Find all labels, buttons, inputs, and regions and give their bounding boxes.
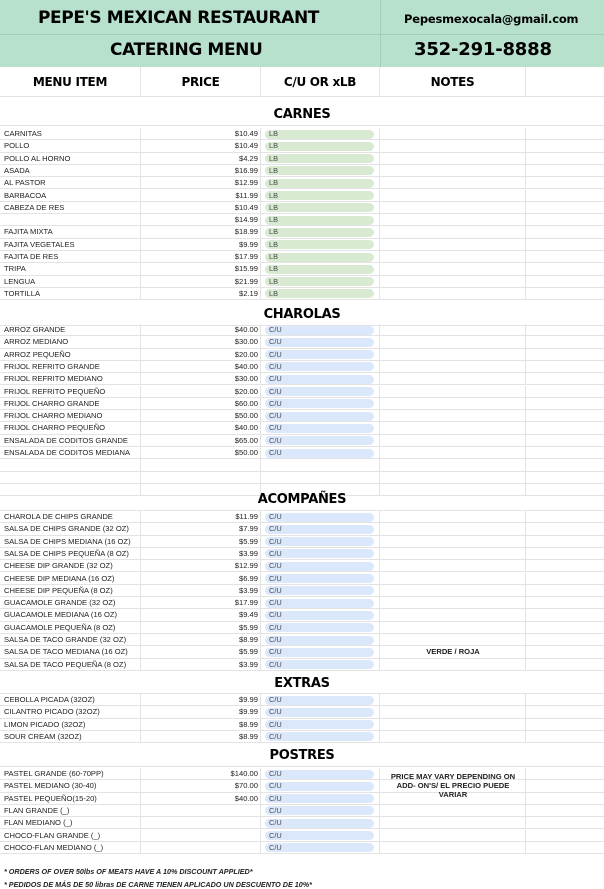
menu-item-price[interactable]: $50.00 [141, 447, 261, 459]
menu-item-price[interactable]: $16.99 [141, 165, 261, 177]
unit-chip-label: C/U [269, 719, 282, 729]
unit-chip-label: C/U [269, 337, 282, 347]
table-row [0, 239, 604, 251]
menu-item-name[interactable]: GUACAMOLE PEQUEÑA (8 OZ) [0, 622, 141, 634]
menu-item-name[interactable]: PASTEL MEDIANO (30-40) [0, 780, 141, 792]
unit-chip-label: LB [269, 264, 279, 274]
unit-chip-label: LB [269, 227, 279, 237]
column-header-extra [526, 67, 604, 97]
table-row [0, 214, 604, 226]
table-row [0, 817, 604, 829]
menu-item-price[interactable]: $60.00 [141, 398, 261, 410]
menu-item-name[interactable]: LIMON PICADO (32OZ) [0, 719, 141, 731]
table-row [0, 190, 604, 202]
menu-item-name[interactable]: FAJITA MIXTA [0, 226, 141, 238]
menu-item-price[interactable]: $8.99 [141, 719, 261, 731]
table-row [0, 731, 604, 743]
menu-item-name[interactable]: CHOCO-FLAN MEDIANO (_) [0, 842, 141, 854]
unit-chip-label: C/U [269, 374, 282, 384]
menu-item-price[interactable]: $17.99 [141, 251, 261, 263]
menu-item-price[interactable]: $30.00 [141, 373, 261, 385]
table-row [0, 177, 604, 189]
blank-cell[interactable] [141, 459, 261, 471]
column-header-price: PRICE [141, 67, 261, 97]
menu-item-name[interactable]: SOUR CREAM (32OZ) [0, 731, 141, 743]
unit-chip-label: C/U [269, 818, 282, 828]
unit-chip-label: C/U [269, 536, 282, 546]
table-row [0, 349, 604, 361]
menu-item-price[interactable]: $9.99 [141, 694, 261, 706]
menu-item-name[interactable]: CHAROLA DE CHIPS GRANDE [0, 511, 141, 523]
unit-chip-label: C/U [269, 349, 282, 359]
unit-chip-label: C/U [269, 423, 282, 433]
unit-chip-label: C/U [269, 435, 282, 445]
unit-chip-label: C/U [269, 610, 282, 620]
blank-cell[interactable] [526, 472, 604, 484]
section-title-charolas: CHAROLAS [0, 304, 604, 326]
unit-chip-label: C/U [269, 325, 282, 334]
menu-item-price[interactable]: $12.99 [141, 177, 261, 189]
menu-item-name[interactable]: ARROZ MEDIANO [0, 336, 141, 348]
menu-item-name[interactable]: FAJITA DE RES [0, 251, 141, 263]
unit-chip-label: LB [269, 141, 279, 151]
table-row [0, 373, 604, 385]
table-row [0, 511, 604, 523]
menu-item-name[interactable]: GUACAMOLE MEDIANA (16 OZ) [0, 609, 141, 621]
unit-chip-label: LB [269, 178, 279, 188]
menu-item-name[interactable]: SALSA DE TACO GRANDE (32 OZ) [0, 634, 141, 646]
menu-item-price[interactable]: $12.99 [141, 560, 261, 572]
menu-item-name[interactable]: FLAN GRANDE (_) [0, 805, 141, 817]
menu-item-name[interactable]: ENSALADA DE CODITOS MEDIANA [0, 447, 141, 459]
discount-note-spanish: * PEDIDOS DE MÁS DE 50 libras DE CARNE TIENEN APLICADO UN DESCUENTO DE 10%* [4, 880, 312, 889]
column-header-unit: C/U OR xLB [261, 67, 380, 97]
unit-chip-label: C/U [269, 622, 282, 632]
table-row [0, 634, 604, 646]
blank-cell[interactable] [526, 459, 604, 471]
restaurant-name: PEPE'S MEXICAN RESTAURANT [38, 8, 319, 28]
unit-chip-label: C/U [269, 386, 282, 396]
table-row [0, 622, 604, 634]
unit-chip-label: C/U [269, 398, 282, 408]
table-row [0, 165, 604, 177]
menu-item-name[interactable]: FRIJOL CHARRO MEDIANO [0, 410, 141, 422]
menu-item-name[interactable]: ENSALADA DE CODITOS GRANDE [0, 435, 141, 447]
unit-chip-label: LB [269, 129, 279, 138]
menu-item-price[interactable]: $18.99 [141, 226, 261, 238]
menu-item-price[interactable]: $5.99 [141, 646, 261, 658]
empty-row [0, 459, 604, 471]
blank-cell[interactable] [380, 459, 526, 471]
unit-chip-label: LB [269, 215, 279, 225]
unit-chip-label: C/U [269, 411, 282, 421]
table-row [0, 719, 604, 731]
menu-item-name[interactable]: SALSA DE TACO MEDIANA (16 OZ) [0, 646, 141, 658]
table-row [0, 597, 604, 609]
section-title-postres: POSTRES [0, 745, 604, 767]
menu-item-price[interactable]: $3.99 [141, 548, 261, 560]
unit-chip-label: C/U [269, 548, 282, 558]
table-row [0, 276, 604, 288]
unit-chip-label: C/U [269, 361, 282, 371]
menu-item-price[interactable]: $14.99 [141, 214, 261, 226]
header-midline [0, 34, 604, 35]
table-row [0, 523, 604, 535]
unit-chip-label: LB [269, 190, 279, 200]
unit-chip-label: C/U [269, 659, 282, 669]
menu-item-price[interactable]: $40.00 [141, 324, 261, 336]
unit-chip-label: C/U [269, 598, 282, 608]
table-row [0, 447, 604, 459]
menu-item-name[interactable]: PASTEL GRANDE (60-70PP) [0, 768, 141, 780]
menu-item-name[interactable]: CARNITAS [0, 128, 141, 140]
table-row [0, 336, 604, 348]
table-row [0, 422, 604, 434]
menu-item-price[interactable]: $6.99 [141, 573, 261, 585]
table-row [0, 324, 604, 336]
unit-chip-label: LB [269, 252, 279, 261]
menu-item-price[interactable]: $20.00 [141, 386, 261, 398]
menu-item-name[interactable]: CABEZA DE RES [0, 202, 141, 214]
page-title: CATERING MENU [110, 40, 263, 60]
menu-item-name[interactable]: ARROZ PEQUEÑO [0, 349, 141, 361]
menu-item-name[interactable]: SALSA DE TACO PEQUEÑA (8 OZ) [0, 659, 141, 671]
menu-item-price[interactable]: $10.49 [141, 140, 261, 152]
section-title-extras: EXTRAS [0, 674, 604, 694]
price-vary-note: PRICE MAY VARY DEPENDING ON ADD- ON'S/ EL PRECIO PUEDE VARIAR [390, 772, 516, 799]
menu-item-price[interactable]: $40.00 [141, 793, 261, 805]
menu-item-price[interactable]: $11.99 [141, 511, 261, 523]
unit-chip-label: LB [269, 276, 279, 286]
menu-item-name[interactable]: CEBOLLA PICADA (32OZ) [0, 694, 141, 706]
menu-item-price[interactable]: $65.00 [141, 435, 261, 447]
menu-item-name[interactable]: ARROZ GRANDE [0, 324, 141, 336]
unit-chip-label: LB [269, 239, 279, 249]
menu-item-price[interactable]: $10.49 [141, 202, 261, 214]
unit-chip-label: C/U [269, 585, 282, 595]
unit-chip-label: C/U [269, 524, 282, 534]
menu-item-name[interactable]: TORTILLA [0, 288, 141, 300]
menu-item-price[interactable] [141, 817, 261, 829]
menu-item-price[interactable]: $4.29 [141, 153, 261, 165]
unit-chip-label: LB [269, 288, 279, 298]
menu-item-price[interactable]: $40.00 [141, 361, 261, 373]
menu-item-price[interactable]: $10.49 [141, 128, 261, 140]
menu-item-name[interactable]: FRIJOL REFRITO MEDIANO [0, 373, 141, 385]
blank-cell[interactable] [0, 472, 141, 484]
unit-chip-label: C/U [269, 731, 282, 741]
unit-chip-label: LB [269, 202, 279, 212]
menu-item-price[interactable] [141, 830, 261, 842]
menu-item-name[interactable]: POLLO [0, 140, 141, 152]
table-row [0, 202, 604, 214]
menu-item-price[interactable]: $9.99 [141, 239, 261, 251]
menu-item-name[interactable]: CHOCO-FLAN GRANDE (_) [0, 830, 141, 842]
menu-item-name[interactable]: TRIPA [0, 263, 141, 275]
table-row [0, 386, 604, 398]
empty-row [0, 472, 604, 484]
table-row [0, 548, 604, 560]
unit-chip-label: C/U [269, 842, 282, 852]
table-row [0, 560, 604, 572]
salsa-color-note: VERDE / ROJA [426, 647, 480, 656]
menu-item-price[interactable]: $8.99 [141, 634, 261, 646]
menu-item-name[interactable]: CHEESE DIP GRANDE (32 OZ) [0, 560, 141, 572]
menu-item-price[interactable] [141, 842, 261, 854]
blank-cell[interactable] [380, 472, 526, 484]
table-row [0, 805, 604, 817]
menu-item-price[interactable]: $3.99 [141, 659, 261, 671]
unit-chip-label: C/U [269, 448, 282, 457]
menu-item-price[interactable]: $3.99 [141, 585, 261, 597]
menu-item-name[interactable]: FRIJOL CHARRO PEQUEÑO [0, 422, 141, 434]
menu-item-name[interactable]: CHEESE DIP MEDIANA (16 OZ) [0, 573, 141, 585]
unit-chip-label: C/U [269, 781, 282, 791]
menu-item-name[interactable]: GUACAMOLE GRANDE (32 OZ) [0, 597, 141, 609]
menu-item-name[interactable]: FRIJOL REFRITO PEQUEÑO [0, 386, 141, 398]
menu-item-name[interactable]: FAJITA VEGETALES [0, 239, 141, 251]
email-address[interactable]: Pepesmexocala@gmail.com [404, 12, 579, 26]
blank-cell[interactable] [261, 459, 380, 471]
table-row [0, 140, 604, 152]
menu-item-price[interactable]: $9.49 [141, 609, 261, 621]
table-row [0, 609, 604, 621]
menu-item-price[interactable]: $5.99 [141, 536, 261, 548]
menu-item-price[interactable]: $50.00 [141, 410, 261, 422]
table-row [0, 153, 604, 165]
column-header-notes: NOTES [380, 67, 526, 97]
menu-item-price[interactable] [141, 805, 261, 817]
section-title-acompanes: ACOMPAÑES [0, 489, 604, 511]
menu-item-name[interactable]: FRIJOL REFRITO GRANDE [0, 361, 141, 373]
menu-item-price[interactable]: $15.99 [141, 263, 261, 275]
menu-item-name[interactable] [0, 214, 141, 226]
menu-item-price[interactable]: $17.99 [141, 597, 261, 609]
section-title-carnes: CARNES [0, 104, 604, 126]
table-row [0, 694, 604, 706]
discount-note-english: * ORDERS OF OVER 50lbs OF MEATS HAVE A 10% DISCOUNT APPLIED* [4, 867, 253, 876]
menu-item-price[interactable]: $40.00 [141, 422, 261, 434]
unit-chip-label: C/U [269, 830, 282, 840]
table-row [0, 842, 604, 854]
menu-item-name[interactable]: SALSA DE CHIPS GRANDE (32 OZ) [0, 523, 141, 535]
menu-item-name[interactable]: CHEESE DIP PEQUEÑA (8 OZ) [0, 585, 141, 597]
menu-item-price[interactable]: $8.99 [141, 731, 261, 743]
table-row [0, 410, 604, 422]
table-row [0, 585, 604, 597]
menu-item-price[interactable]: $20.00 [141, 349, 261, 361]
menu-item-price[interactable]: $9.99 [141, 706, 261, 718]
menu-item-price[interactable]: $11.99 [141, 190, 261, 202]
table-row [0, 251, 604, 263]
menu-item-name[interactable]: ASADA [0, 165, 141, 177]
menu-item-name[interactable]: AL PASTOR [0, 177, 141, 189]
unit-chip-label: C/U [269, 561, 282, 571]
unit-chip-label: C/U [269, 707, 282, 717]
menu-item-name[interactable]: SALSA DE CHIPS PEQUEÑA (8 OZ) [0, 548, 141, 560]
menu-item-name[interactable]: FRIJOL CHARRO GRANDE [0, 398, 141, 410]
table-row [0, 128, 604, 140]
table-row [0, 226, 604, 238]
unit-chip-label: LB [269, 165, 279, 175]
table-row [0, 536, 604, 548]
menu-item-name[interactable]: LENGUA [0, 276, 141, 288]
unit-chip-label: LB [269, 153, 279, 163]
menu-item-name[interactable]: PASTEL PEQUEÑO(15-20) [0, 793, 141, 805]
phone-number[interactable]: 352-291-8888 [414, 39, 552, 60]
menu-item-price[interactable]: $7.99 [141, 523, 261, 535]
unit-chip-label: C/U [269, 573, 282, 583]
menu-item-price[interactable]: $140.00 [141, 768, 261, 780]
table-row [0, 398, 604, 410]
table-row [0, 830, 604, 842]
unit-chip-label: C/U [269, 647, 282, 657]
menu-item-price[interactable]: $30.00 [141, 336, 261, 348]
unit-chip-label: C/U [269, 695, 282, 704]
table-row [0, 706, 604, 718]
unit-chip-label: C/U [269, 512, 282, 521]
table-row [0, 288, 604, 300]
menu-item-price[interactable]: $5.99 [141, 622, 261, 634]
blank-cell[interactable] [141, 472, 261, 484]
menu-item-name[interactable]: BARBACOA [0, 190, 141, 202]
menu-item-name[interactable]: CILANTRO PICADO (32OZ) [0, 706, 141, 718]
column-header-item: MENU ITEM [0, 67, 141, 97]
menu-item-name[interactable]: FLAN MEDIANO (_) [0, 817, 141, 829]
blank-cell[interactable] [0, 459, 141, 471]
unit-chip-label: C/U [269, 635, 282, 644]
unit-chip-label: C/U [269, 769, 282, 778]
table-row [0, 435, 604, 447]
table-row [0, 573, 604, 585]
table-row [0, 361, 604, 373]
blank-cell[interactable] [261, 472, 380, 484]
unit-chip-label: C/U [269, 805, 282, 815]
menu-item-price[interactable]: $21.99 [141, 276, 261, 288]
menu-item-name[interactable]: SALSA DE CHIPS MEDIANA (16 OZ) [0, 536, 141, 548]
unit-chip-label: C/U [269, 793, 282, 803]
menu-item-price[interactable]: $70.00 [141, 780, 261, 792]
menu-item-price[interactable]: $2.19 [141, 288, 261, 300]
table-row [0, 659, 604, 671]
menu-item-name[interactable]: POLLO AL HORNO [0, 153, 141, 165]
table-row [0, 263, 604, 275]
